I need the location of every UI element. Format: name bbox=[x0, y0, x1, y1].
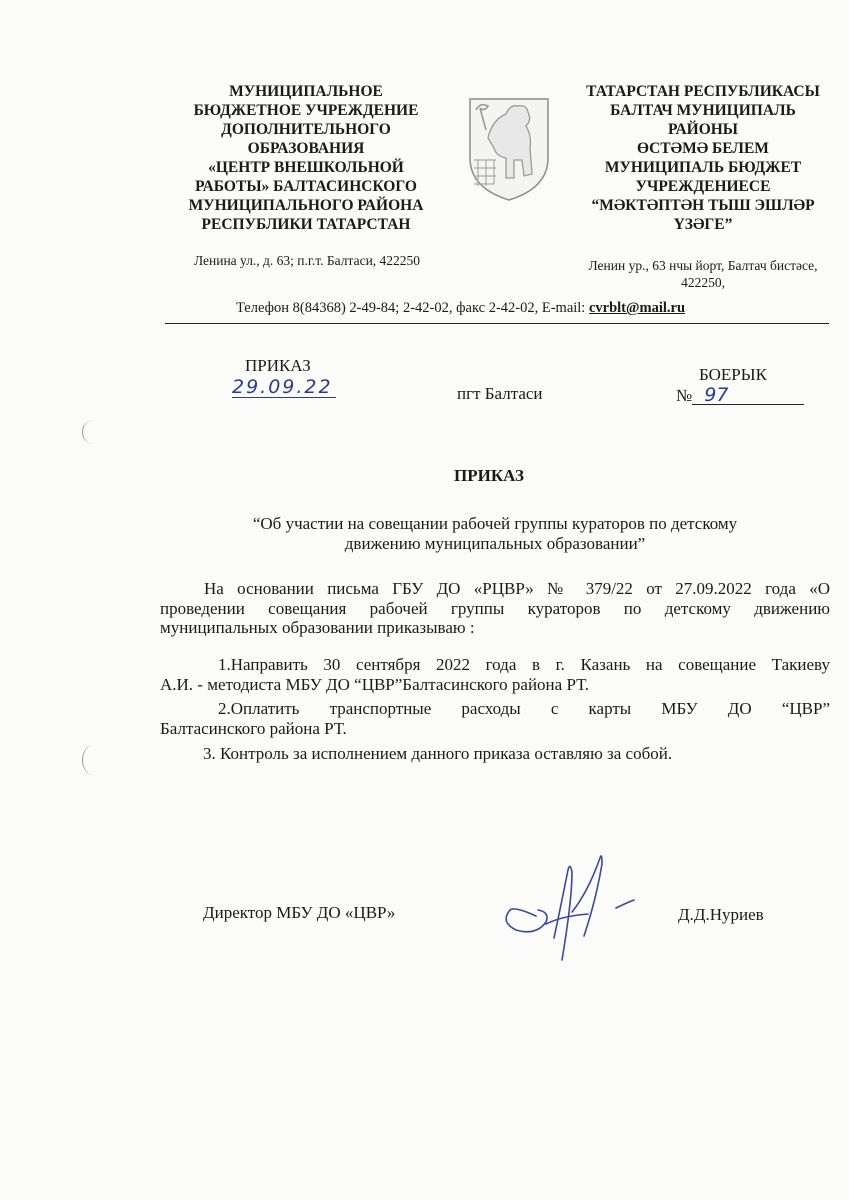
punch-hole bbox=[82, 745, 105, 775]
order-place: пгт Балтаси bbox=[457, 384, 543, 403]
basis-paragraph: На основании письма ГБУ ДО «РЦВР» № 379/22 от 27.09.2022 года «О проведении совещания рабочей группы кураторов по детскому движению муниципальных образовании приказываю : bbox=[160, 579, 830, 637]
signatory-name: Д.Д.Нуриев bbox=[678, 905, 764, 924]
document-subject: “Об участии на совещании рабочей группы кураторов по детскому движению муниципальных образовании” bbox=[252, 514, 738, 553]
order-item-2: 2.Оплатить транспортные расходы с карты МБУ ДО “ЦВР” Балтасинского района РТ. bbox=[160, 699, 830, 738]
left-org-name: МУНИЦИПАЛЬНОЕ БЮДЖЕТНОЕ УЧРЕЖДЕНИЕ ДОПОЛНИТЕЛЬНОГО ОБРАЗОВАНИЯ «ЦЕНТР ВНЕШКОЛЬНОЙ РАБОТЫ» БАЛТАСИНСКОГО МУНИЦИПАЛЬНОГО РАЙОНА РЕСПУБЛИКИ ТАТАРСТАН bbox=[188, 83, 424, 233]
email-link[interactable]: cvrblt@mail.ru bbox=[588, 300, 686, 316]
document-title: ПРИКАЗ bbox=[454, 466, 524, 485]
order-item-3: 3. Контроль за исполнением данного приказа оставляю за собой. bbox=[203, 744, 673, 763]
order-label-left: ПРИКАЗ bbox=[245, 356, 311, 375]
handwritten-signature bbox=[492, 850, 652, 970]
contacts-text: Телефон 8(84368) 2-49-84; 2-42-02, факс 2-42-02, E-mail: bbox=[236, 300, 589, 316]
order-label-right: БОЕРЫК bbox=[699, 365, 767, 384]
order-number bbox=[676, 386, 804, 406]
punch-hole bbox=[82, 420, 105, 444]
right-org-name: ТАТАРСТАН РЕСПУБЛИКАСЫ БАЛТАЧ МУНИЦИПАЛЬ РАЙОНЫ ӨСТӘМӘ БЕЛЕМ МУНИЦИПАЛЬ БЮДЖЕТ УЧРЕЖДЕНИЕСЕ “МӘКТӘПТӘН ТЫШ ЭШЛӘР ҮЗӘГЕ” bbox=[586, 83, 820, 233]
order-date-handwritten: 29.09.22 bbox=[232, 377, 336, 398]
order-number-handwritten: 97 bbox=[692, 386, 804, 405]
coat-of-arms-emblem bbox=[466, 96, 552, 202]
header-divider bbox=[165, 323, 829, 324]
contacts-line bbox=[236, 300, 685, 317]
signatory-position: Директор МБУ ДО «ЦВР» bbox=[203, 903, 396, 922]
left-address: Ленина ул., д. 63; п.г.т. Балтаси, 422250 bbox=[193, 253, 421, 268]
order-item-1: 1.Направить 30 сентября 2022 года в г. Казань на совещание Такиеву А.И. - методиста МБУ ДО “ЦВР”Балтасинского района РТ. bbox=[160, 655, 830, 694]
right-address: Ленин ур., 63 нчы йорт, Балтач бистәсе, 422250, bbox=[588, 258, 818, 290]
number-sign: № bbox=[676, 386, 693, 405]
